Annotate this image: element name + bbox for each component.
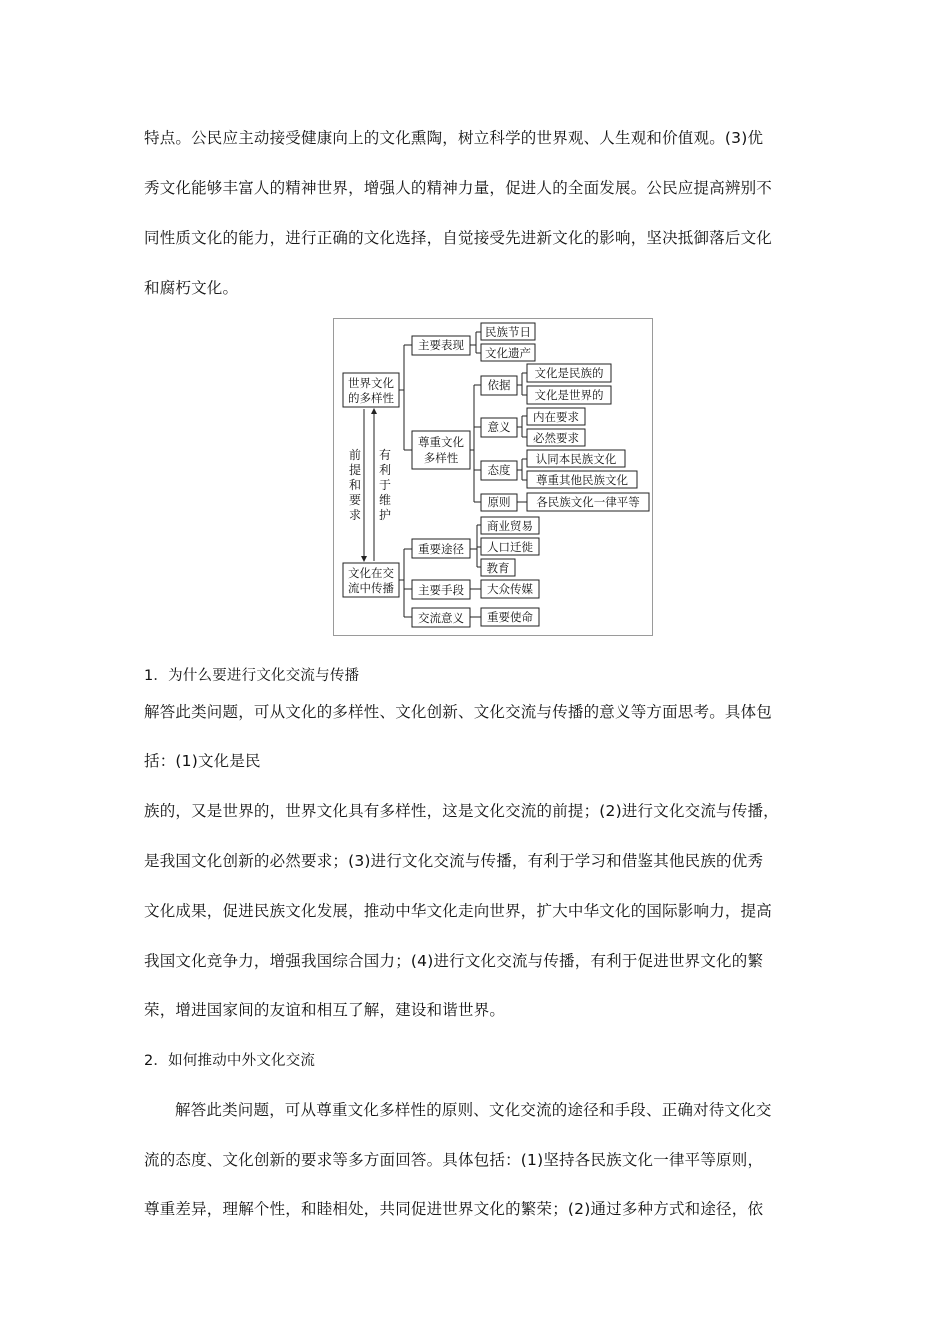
group-basis: 依据 <box>487 378 511 392</box>
node-main-means: 主要手段 <box>418 583 464 597</box>
node-important-ways: 重要途径 <box>418 542 464 556</box>
group-meaning: 意义 <box>487 420 511 434</box>
left-arrow-label <box>349 448 361 522</box>
section1-line: 是我国文化创新的必然要求；(3)进行文化交流与传播，有利于学习和借鉴其他民族的优秀 <box>144 852 764 870</box>
node-respect-diversity-line2: 多样性 <box>423 451 459 465</box>
paragraph-line: 特点。公民应主动接受健康向上的文化熏陶，树立科学的世界观、人生观和价值观。(3)优 <box>144 129 764 147</box>
arrow-label-char: 提 <box>348 463 362 477</box>
paragraph-line: 同性质文化的能力，进行正确的文化选择，自觉接受先进新文化的影响，坚决抵御落后文化 <box>144 229 773 247</box>
arrow-label-char: 有 <box>378 448 392 462</box>
section1-line: 族的，又是世界的，世界文化具有多样性，这是文化交流的前提；(2)进行文化交流与传播， <box>144 802 779 820</box>
group-attitude: 态度 <box>487 463 511 477</box>
leaf-text: 文化是民族的 <box>534 366 604 380</box>
paragraph-line: 秀文化能够丰富人的精神世界，增强人的精神力量，促进人的全面发展。公民应提高辨别不 <box>144 179 773 197</box>
leaf-text: 认同本民族文化 <box>535 452 617 466</box>
leaf-text: 人口迁徙 <box>487 540 533 554</box>
node-main-expression: 主要表现 <box>418 338 464 352</box>
root-spread-line2: 流中传播 <box>348 581 394 595</box>
section1-heading: 1．为什么要进行文化交流与传播 <box>144 668 360 684</box>
leaf-text: 内在要求 <box>533 410 579 424</box>
node-respect-diversity-line1: 尊重文化 <box>418 435 464 449</box>
leaf-text: 文化是世界的 <box>534 388 604 402</box>
section1-line: 解答此类问题，可从文化的多样性、文化创新、文化交流与传播的意义等方面思考。具体包 <box>144 703 773 721</box>
right-arrow-label <box>379 448 391 522</box>
arrow-label-char: 护 <box>378 508 392 522</box>
section2-line: 尊重差异，理解个性，和睦相处，共同促进世界文化的繁荣；(2)通过多种方式和途径，依 <box>144 1200 764 1218</box>
root-diversity-line1: 世界文化 <box>348 376 394 390</box>
arrow-label-char: 维 <box>378 493 392 507</box>
leaf-text: 各民族文化一律平等 <box>536 495 640 509</box>
arrow-label-char: 利 <box>378 463 392 477</box>
arrow-label-char: 前 <box>348 448 362 462</box>
section1-line: 括：(1)文化是民 <box>144 752 261 770</box>
leaf-text: 文化遗产 <box>485 346 531 360</box>
leaf-text: 教育 <box>486 561 510 575</box>
section1-line: 我国文化竞争力，增强我国综合国力；(4)进行文化交流与传播，有利于促进世界文化的繁 <box>144 952 764 970</box>
arrow-label-char: 和 <box>348 478 362 492</box>
node-exchange-meaning: 交流意义 <box>418 611 464 625</box>
arrow-label-char: 求 <box>348 508 362 522</box>
section1-line: 荣，增进国家间的友谊和相互了解，建设和谐世界。 <box>144 1001 506 1019</box>
arrow-label-char: 要 <box>348 493 362 507</box>
paragraph-line: 和腐朽文化。 <box>144 279 239 297</box>
root-diversity-line2: 的多样性 <box>348 391 394 405</box>
group-principle: 原则 <box>487 495 511 509</box>
leaf-text: 尊重其他民族文化 <box>536 473 628 487</box>
section1-line: 文化成果，促进民族文化发展，推动中华文化走向世界，扩大中华文化的国际影响力，提高 <box>144 902 773 920</box>
leaf-text: 重要使命 <box>487 610 533 624</box>
section2-heading: 2．如何推动中外文化交流 <box>144 1053 316 1069</box>
section2-line: 解答此类问题，可从尊重文化多样性的原则、文化交流的途径和手段、正确对待文化交 <box>175 1101 772 1119</box>
leaf-text: 商业贸易 <box>487 519 533 533</box>
section2-line: 流的态度、文化创新的要求等多方面回答。具体包括：(1)坚持各民族文化一律平等原则， <box>144 1151 764 1169</box>
concept-map-diagram <box>333 318 653 636</box>
concept-map-svg <box>334 319 652 635</box>
root-spread-line1: 文化在交 <box>348 566 394 580</box>
leaf-text: 必然要求 <box>533 431 579 445</box>
leaf-text: 民族节日 <box>485 325 531 339</box>
arrow-label-char: 于 <box>378 478 392 492</box>
leaf-text: 大众传媒 <box>487 582 533 596</box>
